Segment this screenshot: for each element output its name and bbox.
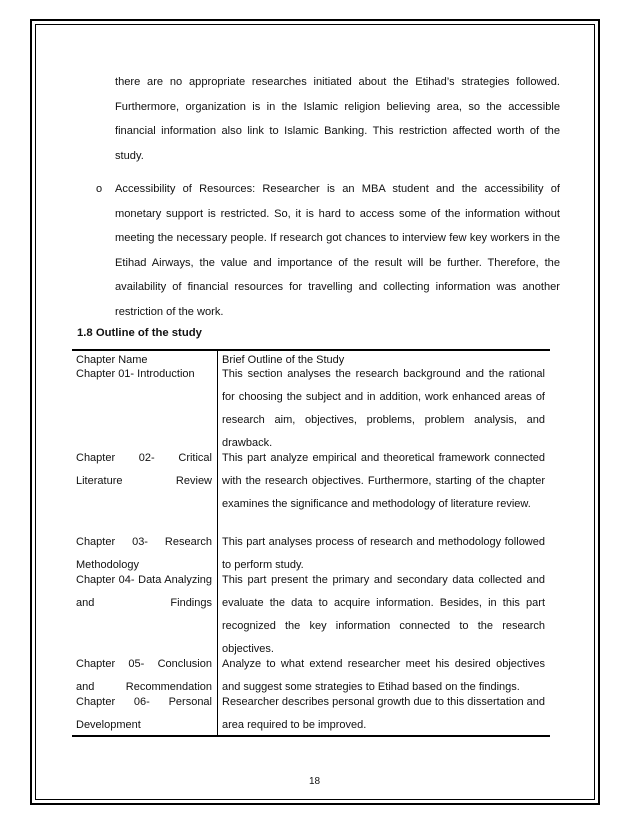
table-row-chapter: Chapter 02- Critical Literature Review: [76, 452, 212, 487]
table-top-rule: [72, 349, 550, 351]
table-row-outline: Analyze to what extend researcher meet his desired objectives and suggest some strategies to Etihad based on the findings.: [222, 658, 545, 693]
table-row-outline: This part present the primary and secondary data collected and evaluate the data to acquire information. Besides, in this part recognized the key information connected to the research objectives.: [222, 574, 545, 655]
header-chapter-name: Chapter Name: [76, 354, 148, 366]
section-heading: 1.8 Outline of the study: [77, 327, 202, 339]
table-row-chapter: Chapter 06- Personal Development: [76, 696, 212, 731]
accessibility-paragraph: Accessibility of Resources: Researcher is an MBA student and the accessibility of monetary support is restricted. So, it is hard to access some of the information without meeting the necessary people. If research got chances to interview few key workers in the Etihad Airways, the value and importance of the result will be further. Therefore, the availability of financial resources for travelling and collecting information was another restriction of the work.: [115, 183, 560, 318]
page-number: 18: [309, 776, 321, 787]
table-row-outline: Researcher describes personal growth due to this dissertation and area required to be improved.: [222, 696, 545, 731]
header-brief-outline: Brief Outline of the Study: [222, 354, 345, 366]
table-row-chapter: Chapter 03- Research Methodology: [76, 536, 212, 571]
table-row-chapter: Chapter 05- Conclusion and Recommendation: [76, 658, 212, 693]
table-row-chapter: Chapter 01- Introduction: [76, 368, 195, 380]
table-bottom-rule: [72, 735, 550, 737]
table-row-outline: This part analyses process of research and methodology followed to perform study.: [222, 536, 545, 571]
table-column-divider: [217, 349, 218, 735]
bullet-marker: o: [96, 183, 103, 195]
table-row-outline: This part analyze empirical and theoretical framework connected with the research objectives. Furthermore, starting of the chapter examines the significance and methodology of literature review.: [222, 452, 545, 510]
restriction-paragraph: there are no appropriate researches initiated about the Etihad’s strategies followed. Furthermore, organization is in the Islamic religion believing area, so the accessible financial information also link to Islamic Banking. This restriction affected worth of the study.: [115, 76, 560, 162]
table-row-outline: This section analyses the research background and the rational for choosing the subject and in addition, work enhanced areas of research aim, objectives, problems, problem analysis, and drawback.: [222, 368, 545, 449]
table-row-chapter: Chapter 04- Data Analyzing and Findings: [76, 574, 212, 609]
